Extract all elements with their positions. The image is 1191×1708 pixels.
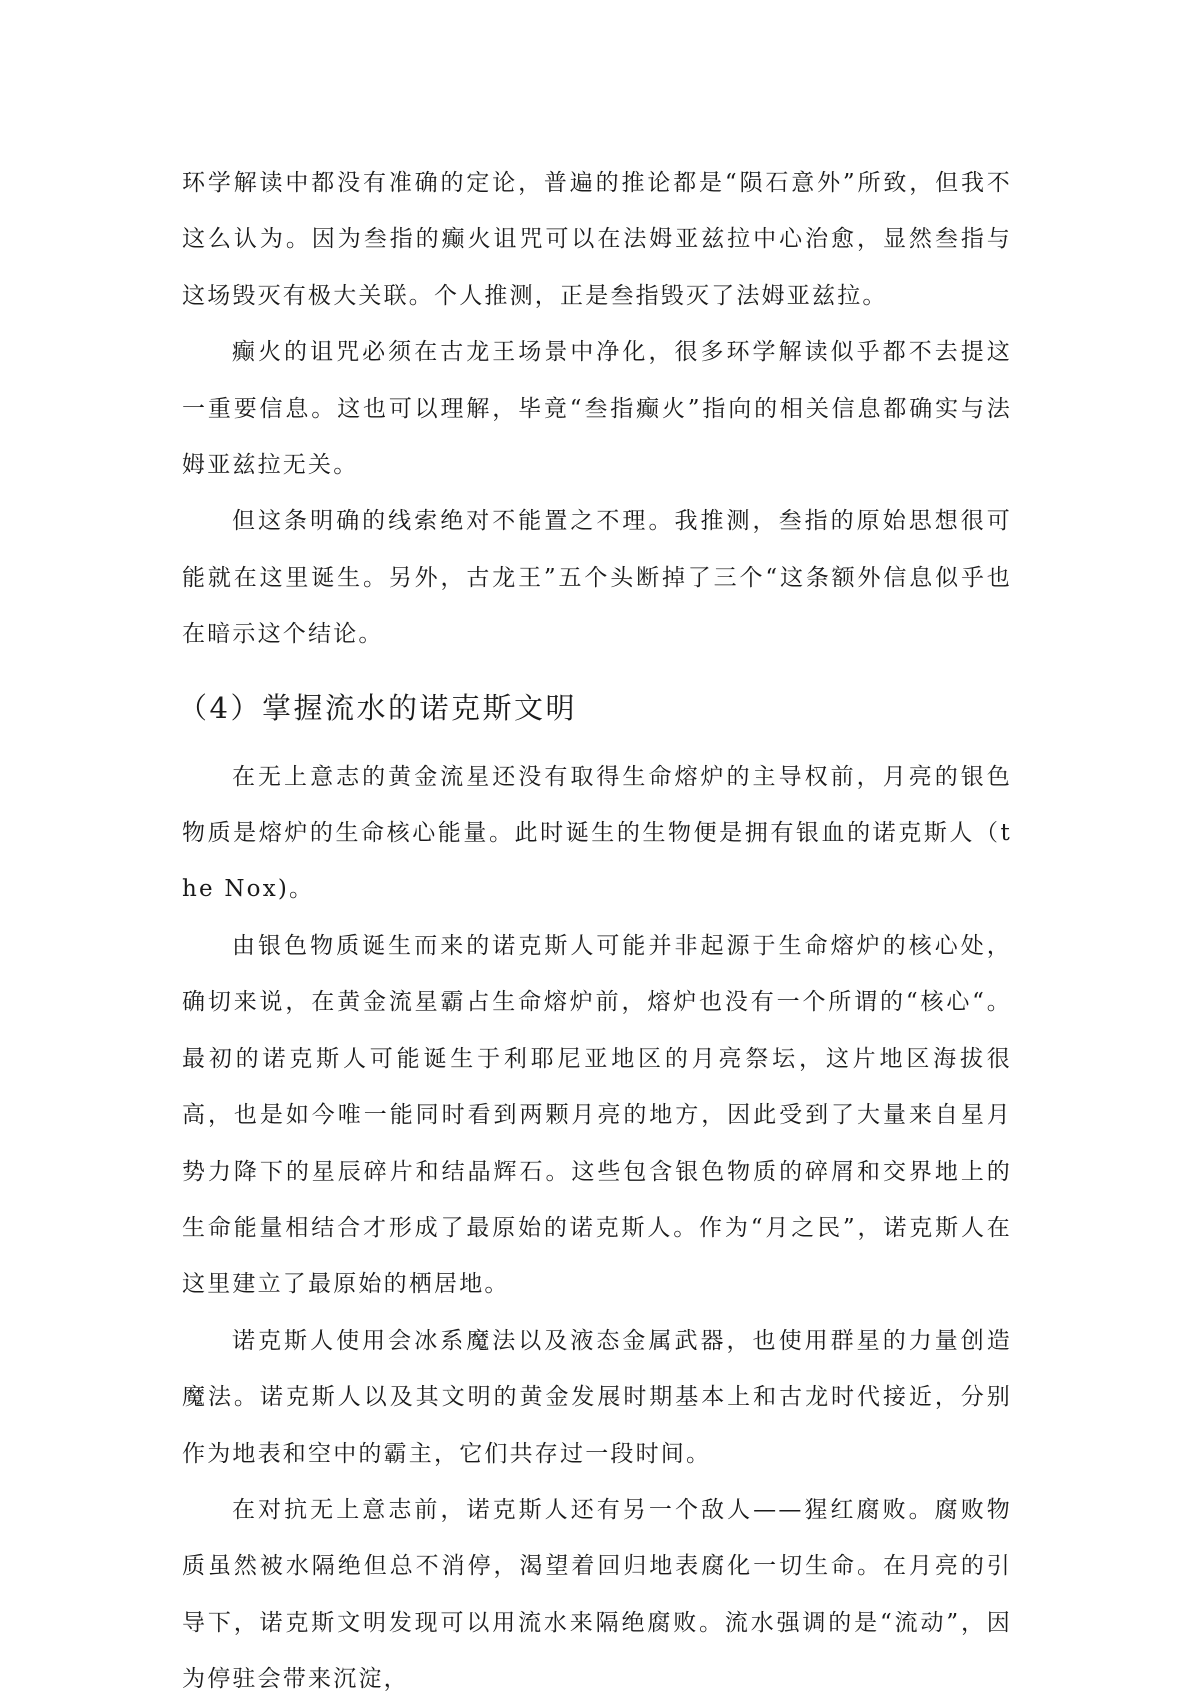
paragraph: 由银色物质诞生而来的诺克斯人可能并非起源于生命熔炉的核心处，确切来说，在黄金流星霸占生命熔炉前，熔炉也没有一个所谓的“核心“。最初的诺克斯人可能诞生于利耶尼亚地区的月亮祭坛，这片地区海拔很高，也是如今唯一能同时看到两颗月亮的地方，因此受到了大量来自星月势力降下的星辰碎片和结晶辉石。这些包含银色物质的碎屑和交界地上的生命能量相结合才形成了最原始的诺克斯人。作为“月之民”，诺克斯人在这里建立了最原始的栖居地。 [182,932,1012,1298]
paragraph: 诺克斯人使用会冰系魔法以及液态金属武器，也使用群星的力量创造魔法。诺克斯人以及其文明的黄金发展时期基本上和古龙时代接近，分别作为地表和空中的霸主，它们共存过一段时间。 [182,1327,1012,1467]
paragraph: 癫火的诅咒必须在古龙王场景中净化，很多环学解读似乎都不去提这一重要信息。这也可以理解，毕竟“叁指癫火”指向的相关信息都确实与法姆亚兹拉无关。 [182,339,1012,479]
paragraph-continuation: 环学解读中都没有准确的定论，普遍的推论都是“陨石意外”所致，但我不这么认为。因为叁指的癫火诅咒可以在法姆亚兹拉中心治愈，显然叁指与这场毁灭有极大关联。个人推测，正是叁指毁灭了法姆亚兹拉。 [182,170,1012,309]
paragraph: 在对抗无上意志前，诺克斯人还有另一个敌人——猩红腐败。腐败物质虽然被水隔绝但总不消停，渴望着回归地表腐化一切生命。在月亮的引导下，诺克斯文明发现可以用流水来隔绝腐败。流水强调的是“流动”，因为停驻会带来沉淀， [182,1496,1012,1693]
document-page [178,155,1012,1708]
paragraph: 在无上意志的黄金流星还没有取得生命熔炉的主导权前，月亮的银色物质是熔炉的生命核心能量。此时诞生的生物便是拥有银血的诺克斯人（the Nox)。 [182,763,1012,903]
paragraph: 但这条明确的线索绝对不能置之不理。我推测，叁指的原始思想很可能就在这里诞生。另外，古龙王”五个头断掉了三个“这条额外信息似乎也在暗示这个结论。 [182,508,1012,648]
section-heading: （4）掌握流水的诺克斯文明 [178,690,577,725]
